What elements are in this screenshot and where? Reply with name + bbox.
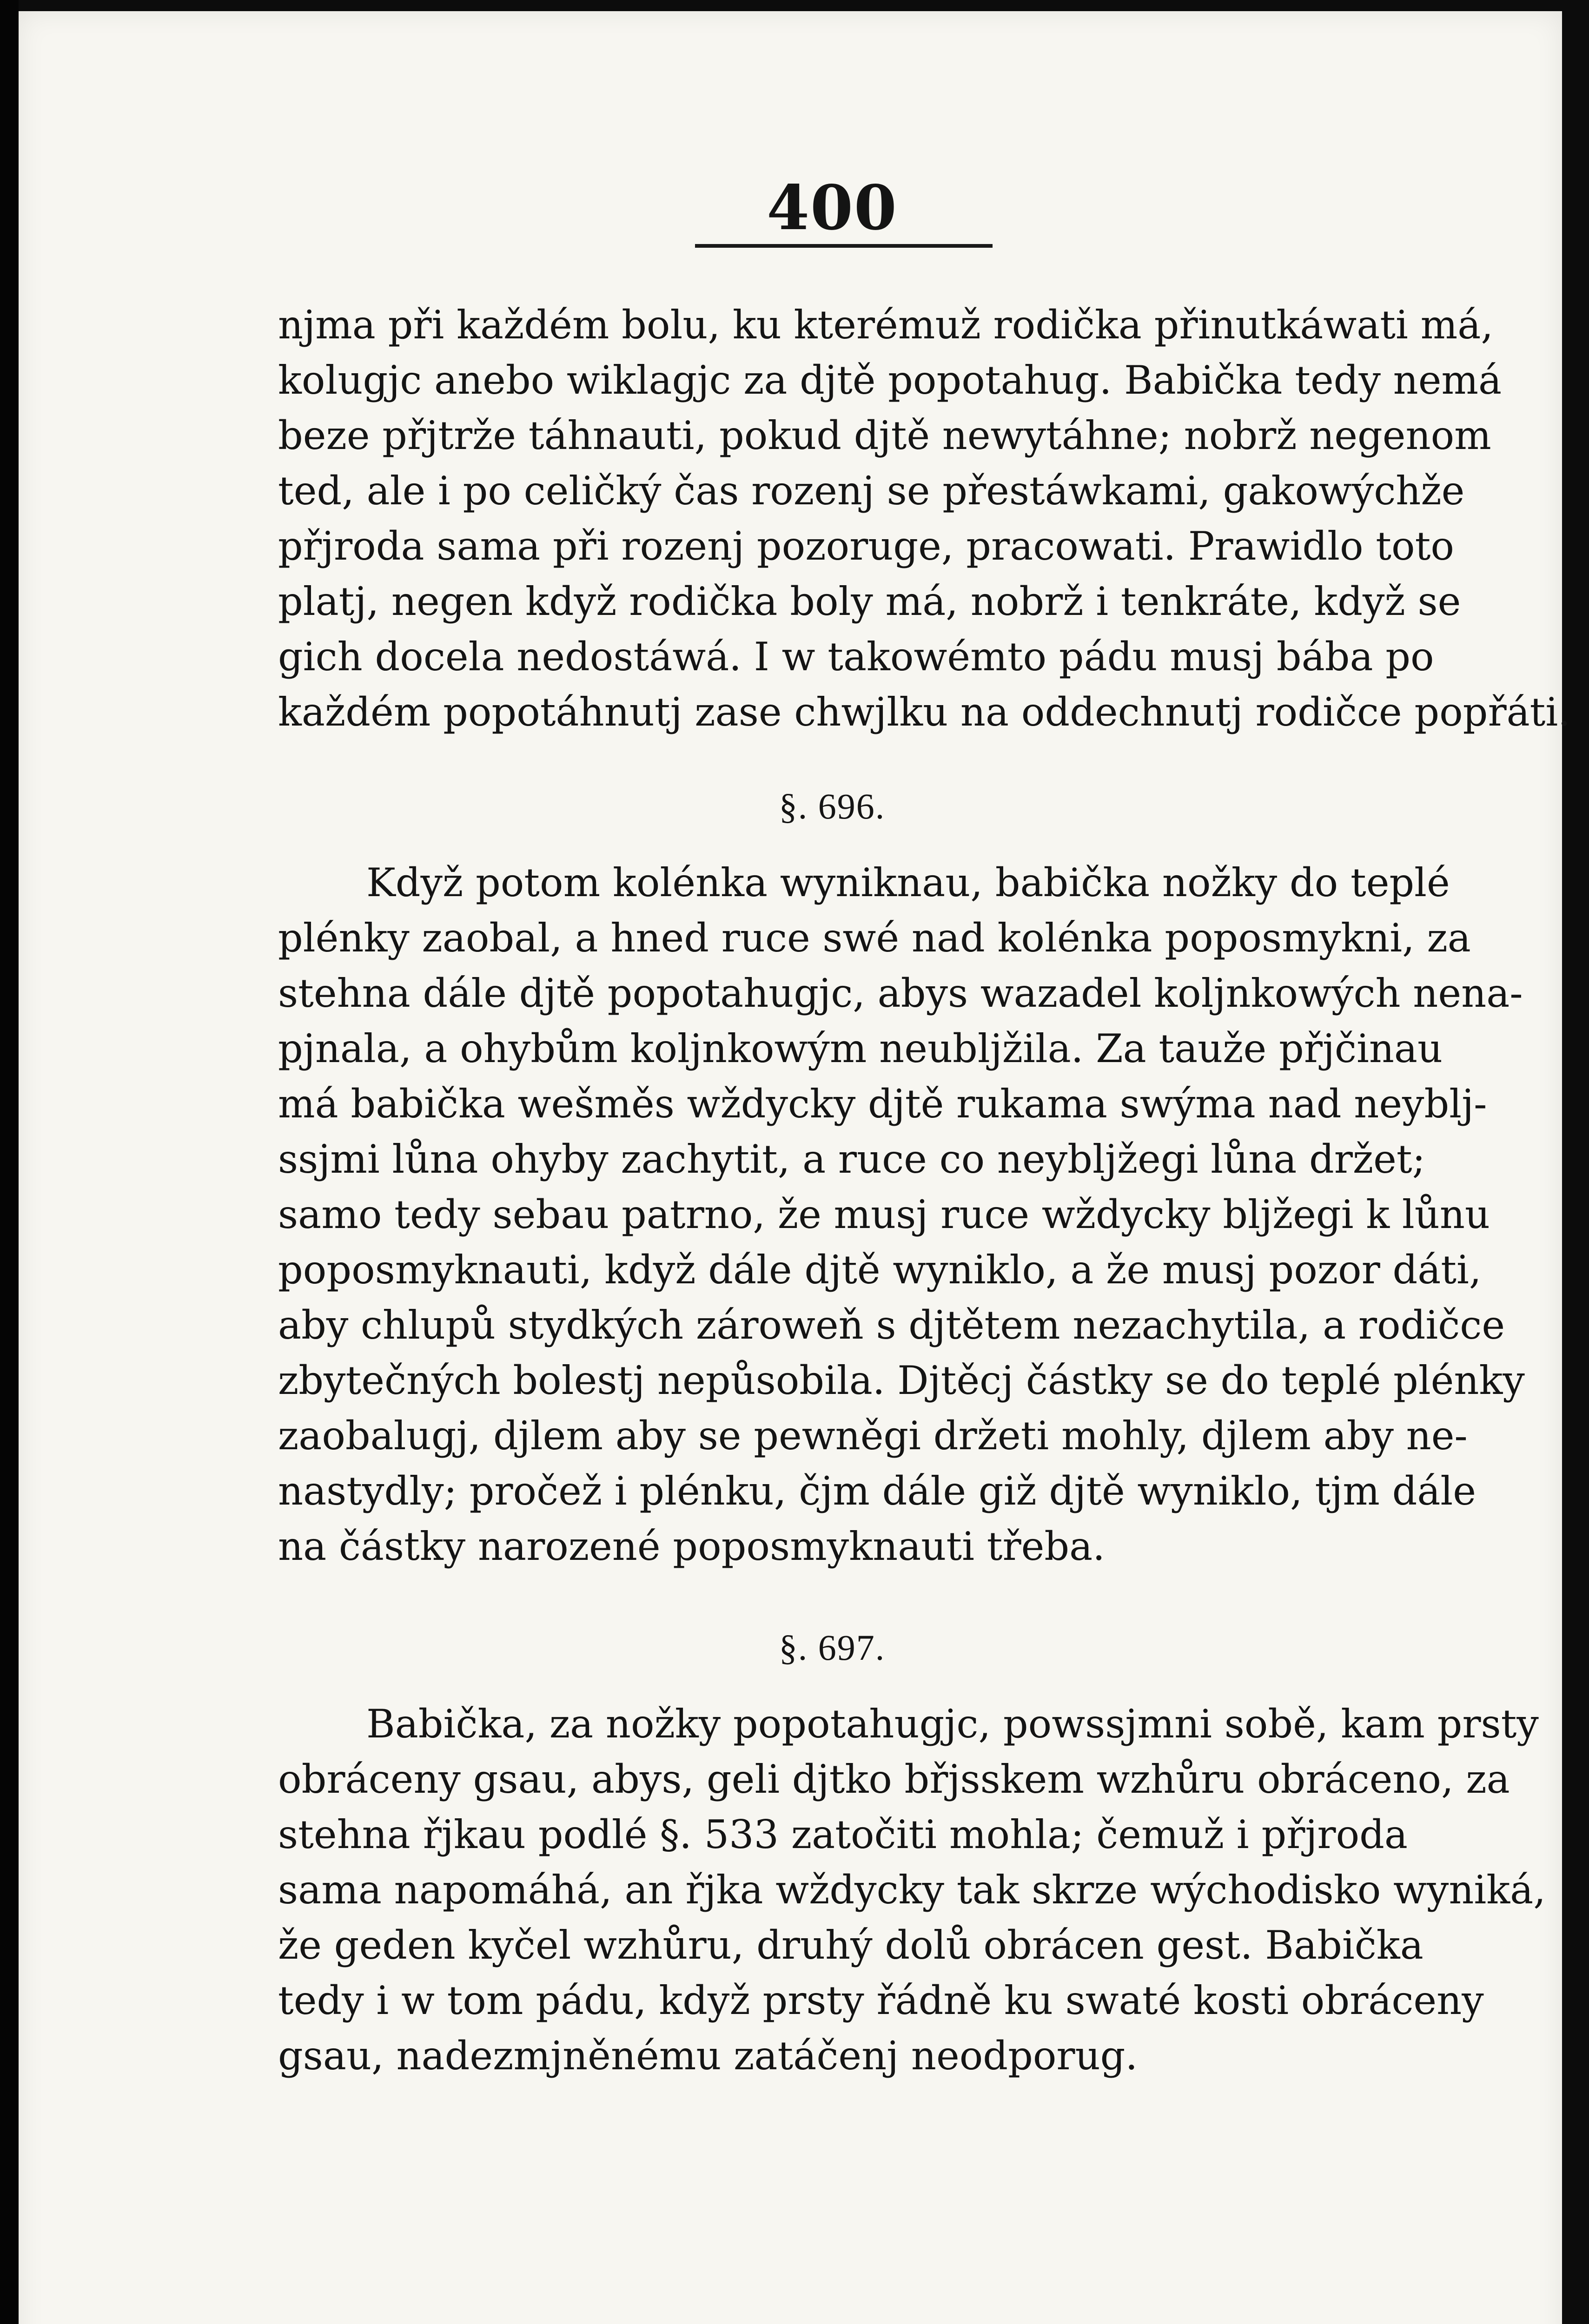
text-line: nastydly; pročež i plénku, čjm dále giž djtě wyniklo, tjm dále [278,1468,1476,1514]
text-line: má babička wešměs wždycky djtě rukama swýma nad neyblj- [278,1081,1487,1127]
text-line: aby chlupů stydkých zároweň s djtětem nezachytila, a rodičce [278,1302,1505,1348]
text-line: pjnala, a ohybům koljnkowým neubljžila. Za tauže přjčinau [278,1026,1443,1071]
text-line: kolugjc anebo wiklagjc za djtě popotahug. Babička tedy nemá [278,357,1502,403]
paragraph-1 [278,297,1570,740]
text-line: že geden kyčel wzhůru, druhý dolů obrácen gest. Babička [278,1922,1423,1968]
section-heading-696: §. 696. [779,786,886,826]
text-line: Když potom kolénka wyniknau, babička nožky do teplé [366,860,1450,905]
text-line: stehna dále djtě popotahugjc, abys wazadel koljnkowých nena- [278,971,1523,1016]
paragraph-696 [278,855,1525,1574]
page-number: 400 [767,172,898,244]
text-line: gsau, nadezmjněnému zatáčenj neodporug. [278,2033,1138,2079]
text-line: tedy i w tom pádu, když prsty řádně ku swaté kosti obráceny [278,1978,1484,2023]
section-heading-697: §. 697. [779,1627,886,1668]
text-line: přjroda sama při rozenj pozoruge, pracowati. Prawidlo toto [278,523,1454,569]
text-line: sama napomáhá, an řjka wždycky tak skrze wýchodisko wyniká, [278,1867,1546,1913]
text-line: beze přjtrže táhnauti, pokud djtě newytáhne; nobrž negenom [278,413,1491,458]
text-line: njma při každém bolu, ku kterémuž rodička přinutkáwati má, [278,302,1494,348]
text-line: platj, negen když rodička boly má, nobrž i tenkráte, když se [278,579,1461,624]
header-rule [695,244,993,248]
text-line: Babička, za nožky popotahugjc, powssjmni sobě, kam prsty [366,1701,1539,1747]
text-line: gich docela nedostáwá. I w takowémto pádu musj bába po [278,634,1434,680]
text-line: poposmyknauti, když dále djtě wyniklo, a že musj pozor dáti, [278,1247,1482,1293]
text-line: obráceny gsau, abys, geli djtko břjsskem wzhůru obráceno, za [278,1756,1510,1802]
text-line: plénky zaobal, a hned ruce swé nad kolénka poposmykni, za [278,915,1471,961]
text-line: samo tedy sebau patrno, že musj ruce wždycky bljžegi k lůnu [278,1192,1490,1237]
paragraph-697 [278,1697,1546,2084]
text-line: každém popotáhnutj zase chwjlku na oddechnutj rodičce popřáti. [278,689,1570,735]
text-line: zbytečných bolestj nepůsobila. Djtěcj částky se do teplé plénky [278,1358,1525,1403]
text-line: stehna řjkau podlé §. 533 zatočiti mohla; čemuž i přjroda [278,1812,1408,1857]
scan-edge [0,0,19,2324]
text-line: ted, ale i po celičký čas rozenj se přestáwkami, gakowýchže [278,468,1465,514]
text-line: na částky narozené poposmyknauti třeba. [278,1524,1105,1569]
text-line: ssjmi lůna ohyby zachytit, a ruce co neybljžegi lůna držet; [278,1136,1425,1182]
text-line: zaobalugj, djlem aby se pewněgi držeti mohly, djlem aby ne- [278,1413,1468,1459]
